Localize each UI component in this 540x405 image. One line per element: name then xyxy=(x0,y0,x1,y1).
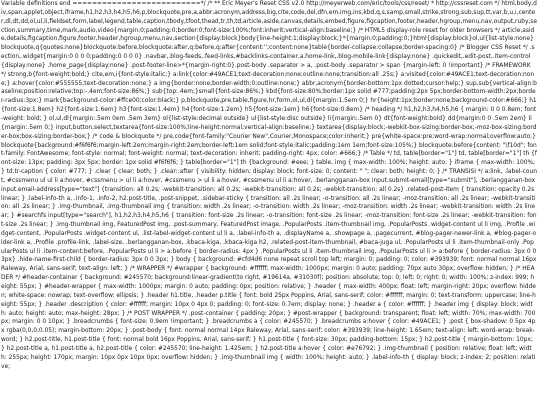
css-source-text: Variable definitions end ==========================*/ /* ** Eric Meyer's Reset CSS v2.0 http://meyerweb.com/eric/tools/css/reset/ * http://cssreset.com */ html,body,div,span,applet,object,iframe,h1,h2,h3,h4,h5,h6,p,blockquote,pre,a,abbr,acronym,address,big,cite,code,del,dfn,em,img,ins,kbd,q,s,samp,small,strike,strong,sub,sup,tt,var,b,u,i,center,dl,dt,dd,ol,ul,li,fieldset,form,label,legend,table,caption,tbody,tfoot,thead,tr,th,td,article,aside,canvas,details,embed,figure,figcaption,footer,header,hgroup,menu,nav,output,ruby,section,summary,time,mark,audio,video{margin:0;padding:0;border:0;font-size:100%;font:inherit;vertical-align:baseline;} /* HTML5 display-role reset for older browsers */ article,aside,details,figcaption,figure,footer,header,hgroup,menu,nav,section{display:block}body{line-height:1;display:block;}*{margin:0;padding:0;}html{display:block}ol,ul{list-style:none}blockquote,q{quotes:none}blockquote:before,blockquote:after,q:before,q:after{content:'';content:none}table{border-collapse:collapse;border-spacing:0} /* Blogger CSS Reset */ .section,.widget{margin:0 0 0 0;padding:0 0 0 0} .navbar,.blog-feeds,.feed-links,#backlinks-container,a.home-link,.blog-mobile-link{display:none} .quickedit,.edit-post,.item-control{display:none} .home_page{display:none} .post-footer-line>*{margin-right:0}.post-body .separator > a, .post-body .separator > span {margin-left: 0 !important} /* FRAMEWORK */ strong,b{font-weight:bold;} cite,em,i{font-style:italic;} a:link{color:#49ACE1;text-decoration:none;outline:none;transition:all .25s;} a:visited{color:#49ACE1;text-decoration:none;} a:hover{color:#555555;text-decoration:none;} a img{border:none;border-width:0;outline:none;} abbr,acronym{border-bottom:1px dotted;cursor:help;} sup,sub{vertical-align:baseline;position:relative;top:-.4em;font-size:86%;} sub{top:.4em;}small{font-size:86%;} kbd{font-size:80%;border:1px solid #777;padding:2px 5px;border-bottom-width:2px;border-radius:3px;} mark{background-color:#ffce00;color:black;} p,blockquote,pre,table,figure,hr,form,ol,ul,dl{margin:1.5em 0;} hr{height:1px;border:none;background-color:#666;} h1{font-size:1.8em} h2{font-size:1.6em} h3{font-size:1.4em} h4{font-size:1.2em} h5{font-size:1em} h6{font-size:0.8em} /* heading */ h1,h2,h3,h4,h5,h6 { margin: 0 0 0.8em; font-weight: bold; } ol,ul,dl{margin:.5em 0em .5em 3em} ol{list-style:decimal outside} ul{list-style:disc outside} li{margin:.5em 0} dt{font-weight:bold} dd{margin:0 0 .5em 2em} li{margin:.5em 0;} input,button,select,textarea{font-size:100%;line-height:normal;vertical-align:baseline;} textarea{display:block;-webkit-box-sizing:border-box;-moz-box-sizing:border-box;box-sizing:border-box;} /* code & blockquote */ pre,code{font-family:"Courier New",Courier,Monospace;color:inherit;} pre{white-space:pre;word-wrap:normal;overflow:auto;} blockquote{background:#f6f6f6;margin-left:2em;margin-right:2em;border-left:1em solid;font-style:italic;padding:1em 1em;font-size:105%;} blockquote:before{content: "\f10d"; font-family: FontAwesome; font-style: normal; font-weight: normal; text-decoration: inherit; padding-right: 4px; color: #666;} /* Table */ td, table[border="1"] td, table[border="1"] th {font-size: 13px; padding: 3px 5px; border: 1px solid #f6f6f6; } table[border="1"] th {background: #eee; } table, img { max-width: 100%; height: auto; } iframe { max-width: 100%; } td.tr-caption { color: #777; } .clear { clear: both; } .clear::after { visibility: hidden; display: block; font-size: 0; content: " "; clear: both; height: 0; } /* TRANSISI */ a:link, .label-count, #cssmenu ul ul li a:hover, #cssmenu > ul li a:hover, #cssmenu > ul li a:hover, #cssmenu ul li a:hover, .berlangganan-box input.submit-email[type="submit"], .berlangganan-box input.email-address[type="text"] {transition: all 0.2s; -webkit-transition: all 0.2s; -webkit-transition: all 0.2s; -webkit-transition: all 0.2s} .related-post-item { transition: opacity 0.2s linear; } .label-info-th a, .info-1, .info-2, h2.post-title, .post-snippet, .sidebar-sticky { transition: all .2s linear; -o-transition: all .2s linear; -moz-transition: all .2s linear; -webkit-transition: all .2s linear; } .img-thumbnail, .img-thumbnail img { transition: width .2s linear; -o-transition: width .2s linear; -moz-transition: width .2s linear; -webkit-transition: width .2s linear; } #searchfs input[type="search"], h1,h2,h3,h4,h5,h6 { transition: font-size .2s linear; -o-transition: font-size .2s linear; -moz-transition: font-size .2s linear; -webkit-transition: font-size .2s linear; } .img-thumbnail img, FeaturedPost img, .post-summary, FeaturedPost image, .PopularPosts .item-thumbnail img, .PopularPosts .widget-content ul li img, .Profile .widget-content, .PopularPosts .widget-content ul, .list-label-widget-content ul li a, .label-info-th a, .displayName a, .showpage a, .pagecurrent, #blog-pager-newer-link a, #blog-pager-older-link a, .Profile .profile-link, .label-size, .berlangganan-box, .kbaca-kiga, .kbaca-kiga h2, .related-post-item-thumbnail, #baca-juga ul, .PopularPosts ul li .item-thumbnail-only .PopularPosts ul li .item-content:before, .PopularPosts ul li > a:before { border-radius: 4px } .PopularPosts ul li .item-thumbnail img, .PopularPosts ul li > a:before { border-radius: 3px 0 0 3px} .hide-name-first-child { border-radius: 3px 0 0 3px; } body { background: #cfd4d6 none repeat scroll top left; margin: 0; padding: 0; color: #393939; font: normal normal 16px Raleway, Arial, sans-serif; text-align: left; } /* WRAPPER */ #wrapper { background: #ffffff; max-width: 1000px; margin: 0 auto; padding: 70px auto 30px; overflow: hidden; } /* HEADER */ #header-container { background: #245570; background:linear-gradient(to right, #19614a, #31030f); position: absolute; top: 0; left: 0; right: 0; width: 100%; z-index: 999; height: 55px; } #header-wrapper { max-width: 1000px; margin: 0 auto; padding: 0px; position: relative; } .header { max-width: 400px; float: left; margin-right: 20px; overflow: hidden; white-space: nowrap; text-overflow: ellipsis; } .header h1.title, .header p.title { font: bold 25px Poppins, Arial, sans-serif; color: #ffffff; margin: 0; text-transform: uppercase; line-height: 55px; } .header .description { color: #ffffff; margin: 10px 0 4px 0; padding: 0; font-size: 0.7em; display: none; } .header a { color: #ffffff; } .header img { display: block; width: auto; height: auto; max-height: 28px; } /* POST WRAPPER */ .post-container { padding: 20px; } #post-wrapper { background: transparent; float: left; width: 70%; max-width: 700px; margin: 0 0 10px; } .breadcrumbs { font-size: 0.9em !important; } .breadcrumbs a { color: #245570; } .breadcrumbs a:hover { color: #49ACE1; } .post { box-shadow: 0 5px 4px rgba(0,0,0,0.05); margin-bottom: 20px; } .post-body { font: normal normal 14px Raleway, Arial, sans-serif; color: #393939; line-height: 1.65em; text-align: left; word-wrap: break-word; } h2.post-title, h1.post-title { font: normal bold 16px Poppins, Arial, sans-serif; } h1.post-title { font-size: 30px; padding-bottom: 15px; } h2.post-title { margin-bottom: 10px; } h2.post-title a, h1.post-title a, h2.post-title { color: #245570; line-height: 1.425em; } h2.post-title a:hover { color: #e76792; } .img-thumbnail { position: relative; float: left; width: 255px; height: 170px; margin: 10px 0px 10px 0px; overflow: hidden; } .img-thumbnail img { width: 100%; height: auto; } .label-info-th { display: block; z-index: 2; position: relative; xyxy=(1,1,539,370)
